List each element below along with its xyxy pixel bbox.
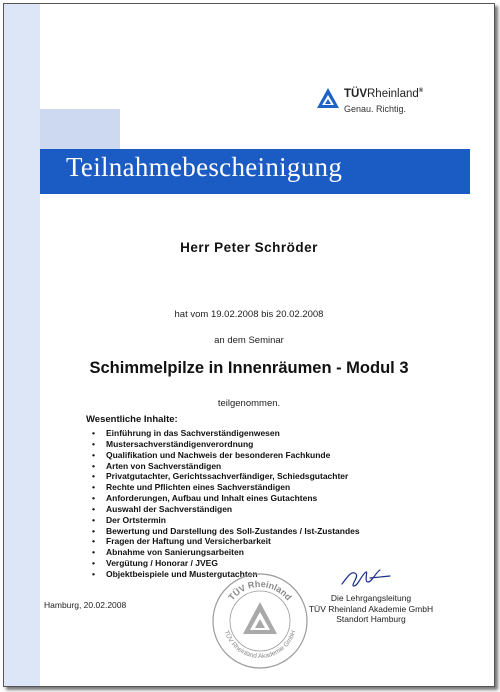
list-item bbox=[92, 450, 360, 461]
logo-tagline: Genau. Richtig. bbox=[344, 104, 407, 114]
contents-list bbox=[92, 428, 360, 580]
certificate-title: Teilnahmebescheinigung bbox=[66, 152, 343, 182]
list-item bbox=[92, 493, 360, 504]
tuv-triangle-icon bbox=[317, 88, 339, 108]
bullet-icon: • bbox=[92, 514, 95, 525]
list-item-text: Bewertung und Darstellung des Soll-Zustandes / Ist-Zustandes bbox=[106, 525, 360, 536]
bullet-icon: • bbox=[92, 428, 95, 438]
logo-brand-light: Rheinland bbox=[367, 88, 419, 100]
decor-block bbox=[40, 109, 120, 149]
list-item bbox=[92, 536, 360, 547]
list-item bbox=[92, 482, 360, 493]
logo-brand bbox=[344, 88, 423, 100]
bullet-icon: • bbox=[92, 460, 95, 471]
place-date: Hamburg, 20.02.2008 bbox=[44, 600, 127, 610]
bullet-icon: • bbox=[92, 493, 95, 504]
list-item-text: Anforderungen, Aufbau und Inhalt eines Gutachtens bbox=[106, 493, 318, 504]
list-item-text: Fragen der Haftung und Versicherbarkeit bbox=[106, 536, 271, 547]
bullet-icon: • bbox=[92, 503, 95, 514]
logo-registered: ® bbox=[418, 88, 424, 95]
list-item-text: Abnahme von Sanierungsarbeiten bbox=[106, 547, 244, 558]
contents-heading: Wesentliche Inhalte: bbox=[86, 414, 178, 425]
list-item-text: Mustersachverständigenverordnung bbox=[106, 438, 254, 449]
list-item bbox=[92, 515, 360, 526]
signatory-role: Die Lehrgangsleitung bbox=[330, 593, 412, 603]
bullet-icon: • bbox=[92, 536, 95, 547]
list-item-text: Objektbeispiele und Mustergutachten bbox=[106, 568, 258, 579]
tuv-logo bbox=[317, 84, 447, 124]
bullet-icon: • bbox=[92, 568, 95, 579]
list-item bbox=[92, 461, 360, 472]
period-text: hat vom 19.02.2008 bis 20.02.2008 bbox=[174, 309, 324, 320]
seminar-title: Schimmelpilze in Innenräumen - Modul 3 bbox=[89, 359, 409, 377]
organization-location: Standort Hamburg bbox=[336, 614, 406, 624]
list-item bbox=[92, 526, 360, 537]
list-item-text: Der Ortstermin bbox=[106, 514, 166, 525]
list-item-text: Auswahl der Sachverständigen bbox=[106, 503, 233, 514]
list-item bbox=[92, 504, 360, 515]
bullet-icon: • bbox=[92, 471, 95, 482]
recipient-name: Herr Peter Schröder bbox=[180, 240, 318, 255]
signature-icon bbox=[340, 566, 392, 590]
svg-text:TÜV Rheinland Akademie GmbH: TÜV Rheinland Akademie GmbH bbox=[222, 629, 298, 661]
participated-text: teilgenommen. bbox=[217, 398, 281, 409]
list-item-text: Rechte und Pflichten eines Sachverständigen bbox=[106, 482, 291, 493]
tuv-seal-icon bbox=[211, 572, 309, 670]
seminar-intro: an dem Seminar bbox=[214, 335, 284, 346]
logo-brand-bold: TÜV bbox=[344, 88, 367, 100]
bullet-icon: • bbox=[92, 438, 95, 449]
svg-text:TÜV Rheinland: TÜV Rheinland bbox=[226, 578, 294, 603]
bullet-icon: • bbox=[92, 482, 95, 493]
bullet-icon: • bbox=[92, 547, 95, 558]
signature-block bbox=[301, 593, 441, 625]
list-item-text: Arten von Sachverständigen bbox=[106, 460, 222, 471]
list-item bbox=[92, 471, 360, 482]
bullet-icon: • bbox=[92, 525, 95, 536]
list-item-text: Qualifikation und Nachweis der besonderen Fachkunde bbox=[106, 449, 331, 460]
certificate-page bbox=[3, 3, 495, 687]
list-item bbox=[92, 547, 360, 558]
bullet-icon: • bbox=[92, 449, 95, 460]
organization-name: TÜV Rheinland Akademie GmbH bbox=[308, 603, 434, 614]
list-item-text: Einführung in das Sachverständigenwesen bbox=[106, 428, 280, 438]
list-item bbox=[92, 428, 360, 439]
list-item bbox=[92, 558, 360, 569]
list-item-text: Vergütung / Honorar / JVEG bbox=[106, 558, 218, 569]
bullet-icon: • bbox=[92, 558, 95, 569]
list-item-text: Privatgutachter, Gerichtssachverfändiger, Schiedsgutachter bbox=[106, 471, 349, 482]
list-item bbox=[92, 439, 360, 450]
